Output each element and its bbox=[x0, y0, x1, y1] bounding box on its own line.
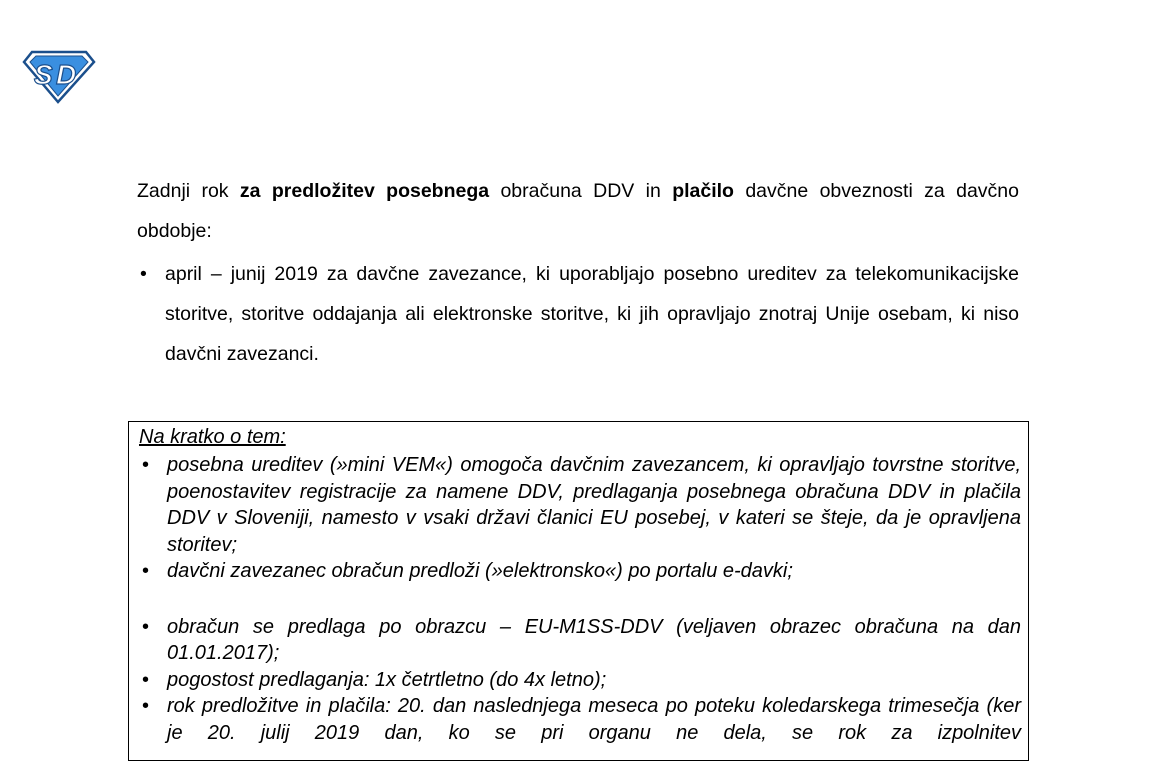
intro-text-2-bold: za predložitev posebnega bbox=[239, 180, 490, 202]
intro-text-1: Zadnji rok bbox=[137, 180, 240, 202]
bullet-icon: • bbox=[142, 560, 150, 582]
sd-logo bbox=[22, 48, 96, 104]
summary-box-title: Na kratko o tem: bbox=[139, 426, 286, 448]
bullet-icon: • bbox=[142, 668, 150, 691]
bullet-icon: • bbox=[142, 454, 150, 476]
shield-logo-icon bbox=[22, 48, 96, 104]
intro-text-3: obračuna DDV in bbox=[489, 180, 673, 202]
bullet-icon: • bbox=[142, 695, 150, 717]
list-item bbox=[137, 254, 1019, 374]
summary-bullet-list bbox=[139, 452, 1021, 746]
list-item bbox=[139, 693, 1021, 746]
list-item-text: obračun se predlaga po obrazcu – EU-M1SS-DDV (veljaven obrazec obračuna na dan 01.01.2017); bbox=[167, 615, 1021, 664]
svg-text:S: S bbox=[34, 59, 53, 90]
list-item-text: posebna ureditev (»mini VEM«) omogoča davčnim zavezancem, ki opravljajo tovrstne storitve, poenostavitev registracije za namene DDV, predlaganja posebnega obračuna DDV in plačila DDV v Sloveniji, namesto v vsaki državi članici EU posebej, v kateri se šteje, da je opravljena storitev; bbox=[167, 454, 1021, 556]
list-item bbox=[139, 558, 1021, 585]
intro-text-4-bold: plačilo bbox=[672, 180, 734, 202]
list-item-text: rok predložitve in plačila: 20. dan naslednjega meseca po poteku koledarskega trimesečja (ker je 20. julij 2019 dan, ko se pri organu ne dela, se rok za izpolnitev bbox=[167, 695, 1021, 744]
intro-paragraph bbox=[137, 171, 1019, 251]
bullet-icon: • bbox=[142, 615, 150, 638]
summary-box bbox=[128, 421, 1029, 761]
list-item-text: davčni zavezanec obračun predloži (»elektronsko«) po portalu e-davki; bbox=[167, 560, 793, 582]
list-item-text: pogostost predlaganja: 1x četrtletno (do 4x letno); bbox=[167, 668, 607, 691]
intro-bullet-list bbox=[137, 254, 1019, 374]
list-item bbox=[139, 452, 1021, 558]
bullet-icon: • bbox=[140, 263, 147, 285]
list-item bbox=[139, 667, 1021, 694]
list-item bbox=[139, 614, 1021, 667]
list-item-text: april – junij 2019 za davčne zavezance, ki uporabljajo posebno ureditev za telekomunikacijske storitve, storitve oddajanja ali elektronske storitve, ki jih opravljajo znotraj Unije osebam, ki niso davčni zavezanci. bbox=[165, 263, 1019, 365]
intro-text-5: davčne obveznosti za davčno obdobje: bbox=[137, 180, 1019, 242]
svg-text:D: D bbox=[56, 59, 77, 90]
